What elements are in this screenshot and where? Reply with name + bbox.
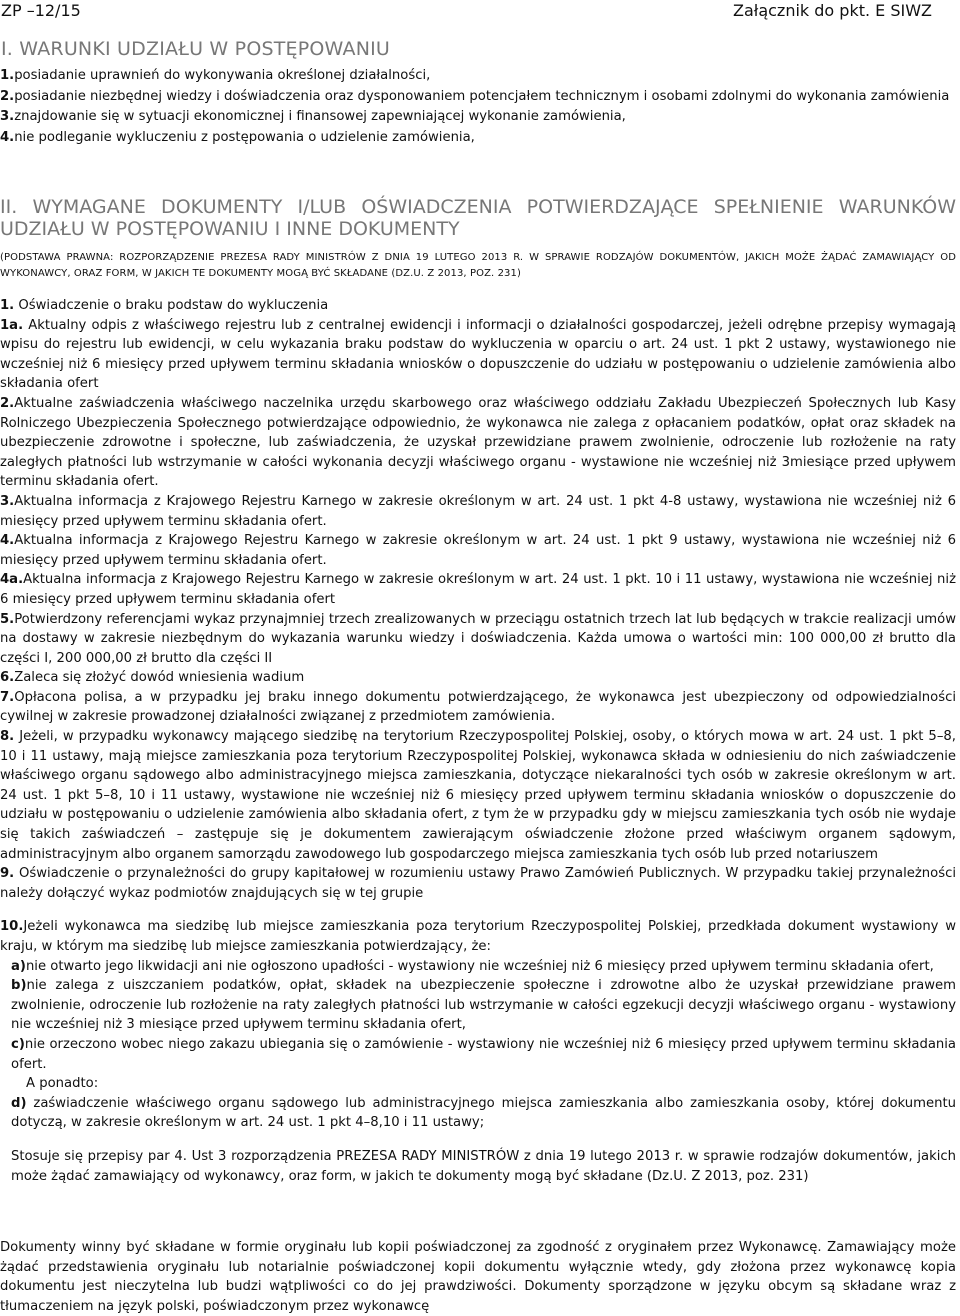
list-item: 2.Aktualne zaświadczenia właściwego naczelnika urzędu skarbowego oraz właściwego oddziału Zakładu Ubezpieczeń Społecznych lub Kasy Rolniczego Ubezpieczenia Społecznego potwierdzające odpowiednio, że wykonawca nie zalega z opłacaniem podatków, opłat oraz składek na ubezpieczenie zdrowotne i społeczne, lub zaświadczenia, że uzyskał przewidziane prawem zwolnienie, odroczenie lub rozłożenie na raty zaległych płatności lub wstrzymanie w całości wykonania decyzji właściwego organu - wystawione nie wcześniej niż 3miesiące przed upływem terminu składania ofert. xyxy=(0,395,956,490)
regulation-note: Stosuje się przepisy par 4. Ust 3 rozporządzenia PREZESA RADY MINISTRÓW z dnia 19 lutego 2013 r. w sprawie rodzajów dokumentów, jakich może żądać zamawiający od wykonawcy, oraz form, w jakich te dokumenty mogą być składane (Dz.U. Z 2013, poz. 231) xyxy=(11,1148,956,1184)
list-item: 1. Oświadczenie o braku podstaw do wykluczenia xyxy=(0,298,329,313)
list-item: 8. Jeżeli, w przypadku wykonawcy mającego siedzibę na terytorium Rzeczypospolitej Polskiej, osoby, o których mowa w art. 24 ust. 1 pkt 5–8, 10 i 11 ustawy, mają miejsce zamieszkania poza terytorium Rzeczypospolitej Polskiej, wykonawca składa w odniesieniu do nich zaświadczenie właściwego organu sądowego albo administracyjnego miejsca zamieszkania, dotyczące niekaralności tych osób w zakresie określonym w art. 24 ust. 1 pkt 5–8, 10 i 11 ustawy, wystawione nie wcześniej niż 6 miesięcy przed upływem terminu składania wniosków o dopuszczenie do udziału w postępowaniu o udzielenie zamówienia albo składania ofert, z tym że w przypadku gdy w miejscu zamieszkania tych osób nie wydaje się takich zaświadczeń – zastępuje się je dokumentem zawierającym oświadczenie złożone przed właściwym organem sądowym, administracyjnym albo organem samorządu zawodowego lub gospodarczego miejsca zamieszkania tych osób lub przed notariuszem xyxy=(0,729,956,862)
list-item: 2.posiadanie niezbędnej wiedzy i doświadczenia oraz dysponowaniem potencjałem technicznym i osobami zdolnymi do wykonania zamówienia xyxy=(0,88,950,104)
additionally-label: A ponadto: xyxy=(26,1076,99,1092)
list-item: 4a.Aktualna informacja z Krajowego Rejestru Karnego w zakresie określonym w art. 24 ust. 1 pkt. 10 i 11 ustawy, wystawiona nie wcześniej niż 6 miesięcy przed upływem terminu składania ofert xyxy=(0,572,956,607)
list-item: 1a. Aktualny odpis z właściwego rejestru lub z centralnej ewidencji i informacji o działalności gospodarczej, jeżeli odrębne przepisy wymagają wpisu do rejestru lub ewidencji, w celu wykazania braku podstaw do wykluczenia w oparciu o art. 24 ust. 1 pkt 2 ustawy, wystawionego nie wcześniej niż 6 miesięcy przed upływem terminu składania wniosków o dopuszczenie do udziału w postępowaniu o udzielenie zamówienia albo składania ofert xyxy=(0,317,956,392)
sub-list-item: d) zaświadczenie właściwego organu sądowego lub administracyjnego miejsca zamieszkania albo zamieszkania osoby, której dokumentu dotyczą, w zakresie określonym w art. 24 ust. 1 pkt 4–8,10 i 11 ustawy; xyxy=(11,1095,956,1131)
section-2-title: II. WYMAGANE DOKUMENTY I/LUB OŚWIADCZENIA POTWIERDZAJĄCE SPEŁNIENIE WARUNKÓW UDZIAŁU W POSTĘPOWANIU I INNE DOKUMENTY xyxy=(0,196,956,240)
list-item: 1.posiadanie uprawnień do wykonywania określonej działalności, xyxy=(0,68,431,83)
list-item: 10.Jeżeli wykonawca ma siedzibę lub miejsce zamieszkania poza terytorium Rzeczypospolitej Polskiej, przedkłada dokument wystawiony w kraju, w którym ma siedzibę lub miejsce zamieszkania potwierdzający, że: xyxy=(0,919,956,954)
conditions-list xyxy=(0,66,956,148)
documents-form-note: Dokumenty winny być składane w formie oryginału lub kopii poświadczonej za zgodność z oryginałem przez Wykonawcę. Zamawiający może żądać przedstawienia oryginału lub notarialnie poświadczonej kopii dokumentu wyłącznie wtedy, gdy złożona przez wykonawcę kopia dokumentu jest nieczytelna lub budzi wątpliwości co do jej prawdziwości. Dokumenty sporządzone w języku obcym są składane wraz z tłumaczeniem na język polski, poświadczonym przez wykonawcę xyxy=(0,1240,956,1314)
legal-basis: (PODSTAWA PRAWNA: ROZPORZĄDZENIE PREZESA RADY MINISTRÓW Z DNIA 19 LUTEGO 2013 R. W SPRAWIE RODZAJÓW DOKUMENTÓW, JAKICH MOŻE ŻĄDAĆ ZAMAWIAJĄCY OD WYKONAWCY, ORAZ FORM, W JAKICH TE DOKUMENTY MOGĄ BYĆ SKŁADANE (DZ.U. Z 2013, POZ. 231) xyxy=(0,252,956,279)
list-item: 4.Aktualna informacja z Krajowego Rejestru Karnego w zakresie określonym w art. 24 ust. 1 pkt 9 ustawy, wystawiona nie wcześniej niż 6 miesięcy przed upływem terminu składania ofert. xyxy=(0,533,956,568)
list-item: 9. Oświadczenie o przynależności do grupy kapitałowej w rozumieniu ustawy Prawo Zamówień Publicznych. W przypadku takiej przynależności należy dołączyć wykaz podmiotów znajdujących się w tej grupie xyxy=(0,866,956,901)
list-item: 3.Aktualna informacja z Krajowego Rejestru Karnego w zakresie określonym w art. 24 ust. 1 pkt 4-8 ustawy, wystawiona nie wcześniej niż 6 miesięcy przed upływem terminu składania ofert. xyxy=(0,493,956,529)
list-item: 7.Opłacona polisa, a w przypadku jej braku innego dokumentu potwierdzającego, że wykonawca jest ubezpieczony od odpowiedzialności cywilnej w zakresie prowadzonej działalności związanej z przedmiotem zamówienia. xyxy=(0,689,956,725)
document-reference: ZP –12/15 xyxy=(1,1,81,20)
sub-list-item: a)nie otwarto jego likwidacji ani nie ogłoszono upadłości - wystawiony nie wcześniej niż 6 miesięcy przed upływem terminu składania ofert, xyxy=(11,958,934,974)
sub-list-item: c)nie orzeczono wobec niego zakazu ubiegania się o zamówienie - wystawiony nie wcześniej niż 6 miesięcy przed upływem terminu składania ofert. xyxy=(11,1036,956,1072)
sub-list-item: b)nie zalega z uiszczaniem podatków, opłat, składek na ubezpieczenie społeczne i zdrowotne albo że uzyskał przewidziane prawem zwolnienie, odroczenie lub rozłożenie na raty zaległych płatności lub wstrzymanie w całości egzekucji decyzji właściwego organu - wystawiony nie wcześniej niż 3 miesiące przed upływem terminu składania ofert, xyxy=(11,978,956,1033)
documents-list xyxy=(0,296,956,1186)
list-item: 5.Potwierdzony referencjami wykaz przynajmniej trzech zrealizowanych w przeciągu ostatnich trzech lat lub będących w trakcie realizacji umów na dostawy w zakresie niezbędnym do wykazania warunku wiedzy i doświadczenia. Każda umowa o wartości min: 100 000,00 zł brutto dla części I, 200 000,00 zł brutto dla części II xyxy=(0,611,956,666)
section-1-title: I. WARUNKI UDZIAŁU W POSTĘPOWANIU xyxy=(1,38,391,60)
list-item: 6.Zaleca się złożyć dowód wniesienia wadium xyxy=(0,670,305,686)
annex-label: Załącznik do pkt. E SIWZ xyxy=(733,1,932,20)
list-item: 4.nie podleganie wykluczeniu z postępowania o udzielenie zamówienia, xyxy=(0,129,475,145)
list-item: 3.znajdowanie się w sytuacji ekonomicznej i finansowej zapewniającej wykonanie zamówienia, xyxy=(0,109,626,124)
